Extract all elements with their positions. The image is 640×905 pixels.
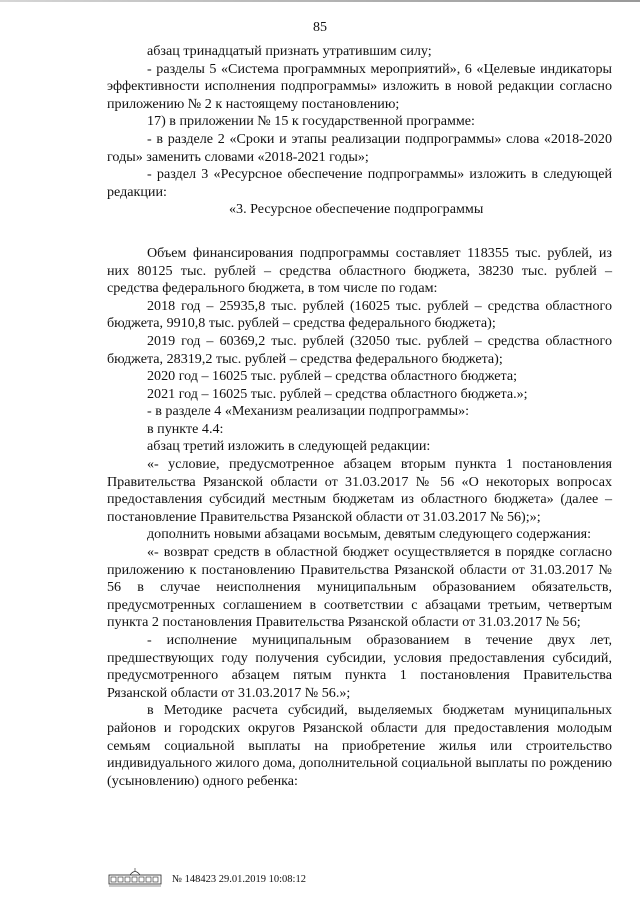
page-number: 85 [313,20,327,35]
paragraph: Объем финансирования подпрограммы составляет 118355 тыс. рублей, из них 80125 тыс. рублей – средства областного бюджета, 38230 тыс. рублей – средства федерального бюджета, в том числе по годам: [107,244,612,297]
paragraph: - раздел 3 «Ресурсное обеспечение подпрограммы» изложить в следующей редакции: [107,166,612,200]
paragraph: 2018 год – 25935,8 тыс. рублей (16025 тыс. рублей – средства областного бюджета, 9910,8 тыс. рублей – средства федерального бюджета); [107,297,612,332]
section-heading: «3. Ресурсное обеспечение подпрограммы [229,201,484,218]
registry-stamp-icon [108,866,162,888]
footer [0,866,640,896]
paragraph: - в разделе 4 «Механизм реализации подпрограммы»: [147,403,470,420]
paragraph: дополнить новыми абзацами восьмым, девятым следующего содержания: [147,526,592,543]
paragraph: «- условие, предусмотренное абзацем вторым пункта 1 постановления Правительства Рязанской области от 31.03.2017 № 56 «О некоторых вопросах предоставления субсидий местным бюджетам из областного бюджета» (далее – постановление Правительства Рязанской области от 31.03.2017 № 56);»; [107,456,612,525]
paragraph: - разделы 5 «Система программных мероприятий», 6 «Целевые индикаторы эффективности исполнения подпрограммы» изложить в новой редакции согласно приложению № 2 к настоящему постановлению; [107,60,612,112]
scan-edge [0,0,640,2]
paragraph: - в разделе 2 «Сроки и этапы реализации подпрограммы» слова «2018-2020 годы» заменить словами «2018-2021 годы»; [107,130,612,165]
paragraph: абзац третий изложить в следующей редакции: [147,438,431,455]
paragraph: 17) в приложении № 15 к государственной программе: [147,113,475,130]
document-registration-code: № 148423 29.01.2019 10:08:12 [172,874,306,885]
paragraph: 2019 год – 60369,2 тыс. рублей (32050 тыс. рублей – средства областного бюджета, 28319,2 тыс. рублей – средства федерального бюджета); [107,332,612,367]
paragraph: в Методике расчета субсидий, выделяемых бюджетам муниципальных районов и городских округов Рязанской области для предоставления молодым семьям социальной выплаты на приобретение жилья или строительство индивидуального жилого дома, дополнительной социальной выплаты по рождению (усыновлению) одного ребенка: [107,702,612,789]
paragraph: 2021 год – 16025 тыс. рублей – средства областного бюджета.»; [147,385,528,402]
paragraph: 2020 год – 16025 тыс. рублей – средства областного бюджета; [147,368,518,385]
paragraph: в пункте 4.4: [147,420,224,437]
paragraph: «- возврат средств в областной бюджет осуществляется в порядке согласно приложению к постановлению Правительства Рязанской области от 31.03.2017 № 56 в случае неисполнения муниципальным образованием обязательств, предусмотренных соглашением в соответствии с абзацами третьим, четвертым пункта 2 постановления Правительства Рязанской области от 31.03.2017 № 56; [107,544,612,631]
document-body [107,43,612,790]
paragraph: абзац тринадцатый признать утратившим силу; [147,43,432,59]
paragraph: - исполнение муниципальным образованием в течение двух лет, предшествующих году получения субсидии, условия предоставления субсидий, предусмотренного абзацем пятым пункта 1 постановления Правительства Рязанской области от 31.03.2017 № 56.»; [107,632,612,701]
